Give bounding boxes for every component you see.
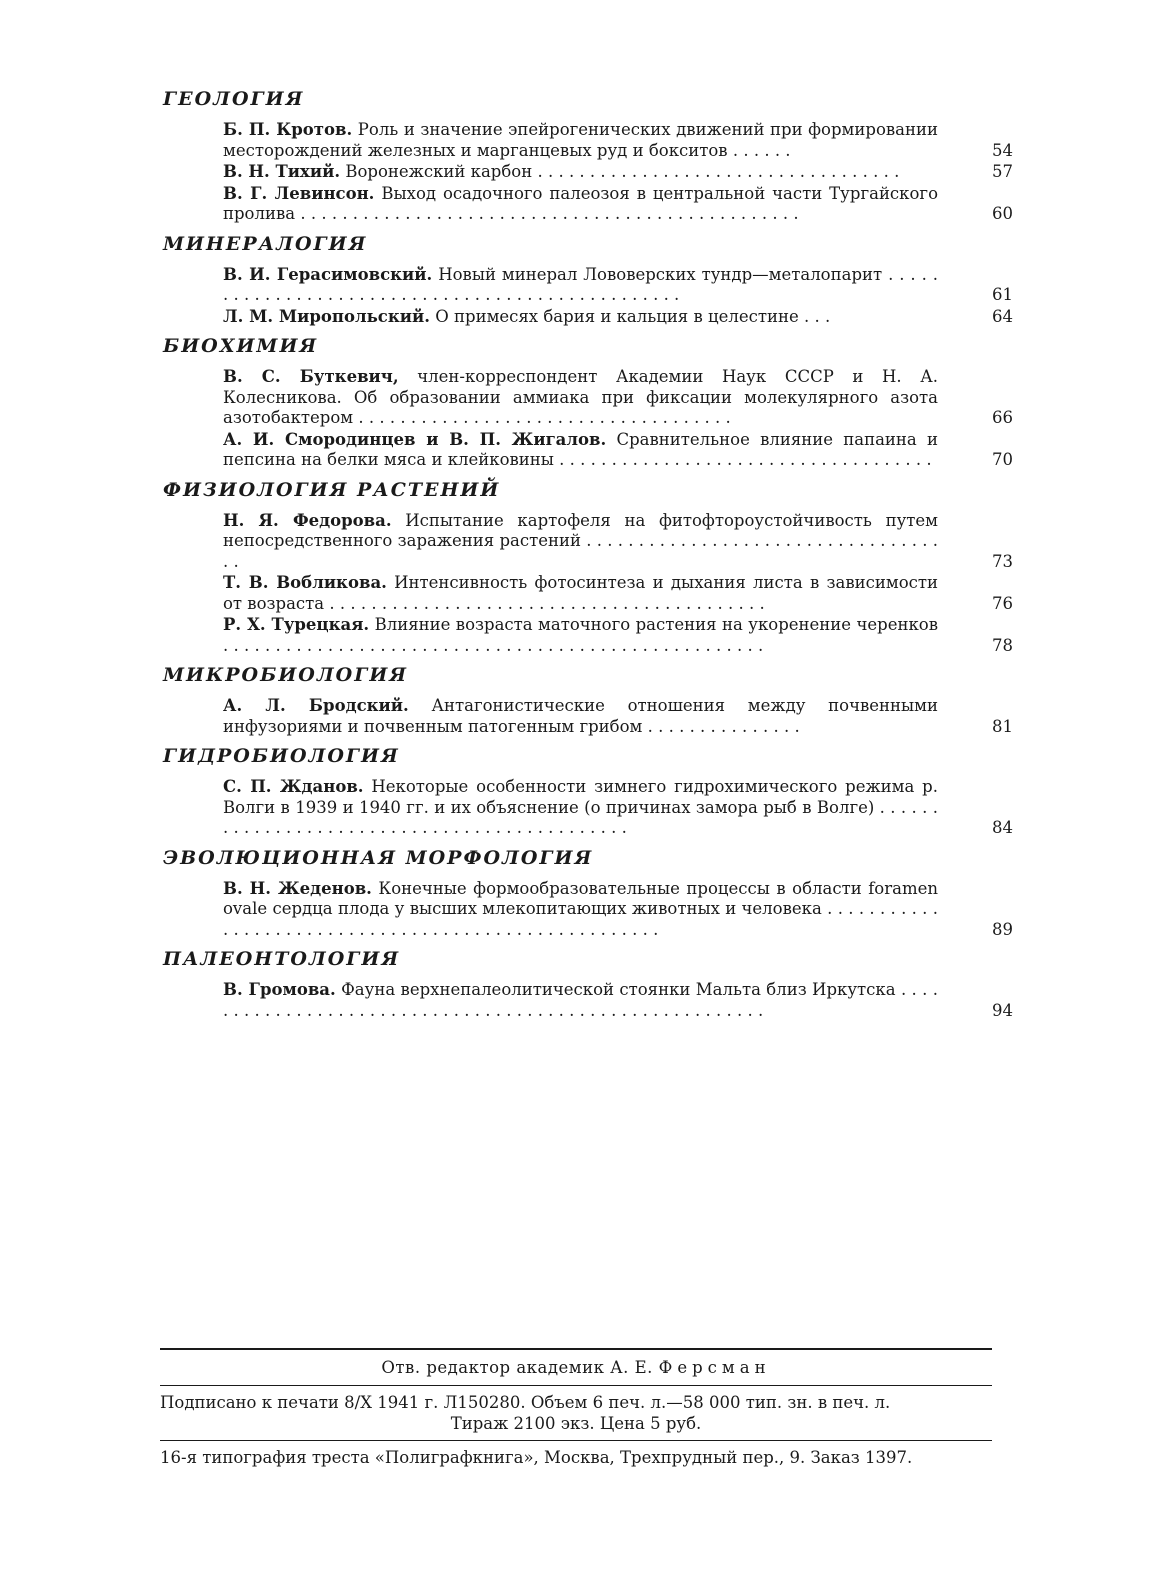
entry-title: Некоторые особенности зимнего гидрохимического режима р. Волги в 1939 и 1940 гг. и их объяснение (о причинах замора рыб в Волге) — [223, 777, 938, 817]
toc-entry — [223, 615, 1013, 656]
entry-title: Выход осадочного палеозоя в центральной части Тургайского пролива — [223, 183, 938, 223]
toc-entry — [223, 162, 1013, 183]
entry-page-number: 60 — [992, 204, 1013, 223]
entry-page-number: 54 — [992, 140, 1013, 160]
section-title: БИОХИМИЯ — [163, 335, 319, 357]
entry-page-number: 70 — [992, 450, 1013, 469]
toc-entry — [223, 367, 1013, 429]
entry-author: Б. П. Кротов. — [223, 120, 353, 139]
section-title: МИКРОБИОЛОГИЯ — [163, 664, 409, 686]
table-of-contents — [163, 86, 1013, 1027]
entry-title: Воронежский карбон — [345, 162, 533, 181]
entry-author: В. Н. Тихий. — [223, 162, 341, 181]
imprint-details — [160, 1386, 992, 1440]
entry-page-number: 66 — [992, 408, 1013, 427]
leader-dots: . . . . . . . . . . . . . . . . . . . . . . . . . . . . . . . . . . . . . . . . . . . . . . . . — [300, 204, 799, 223]
leader-dots: . . . . . . . . . . . . . . . . . . . . . . . . . . . . . . . . . . . . — [223, 531, 938, 571]
entry-author: В. И. Герасимовский. — [223, 264, 433, 284]
section-title: ЭВОЛЮЦИОННАЯ МОРФОЛОГИЯ — [163, 846, 594, 869]
imprint-line-2: Тираж 2100 экз. Цена 5 руб. — [450, 1414, 702, 1433]
leader-dots: . . . . . . . . . . . . . . . . . . . . . . . . . . . . . . . . . . . . . . . . . . . . . . . . . . . . . — [223, 899, 938, 939]
leader-dots: . . . . . . — [732, 140, 791, 160]
entry-page-number: 61 — [992, 285, 1013, 304]
entry-title: Интенсивность фотосинтеза и дыхания листа в зависимости от возраста — [223, 573, 938, 613]
entry-title: Сравнительное влияние папаина и пепсина на белки мяса и клейковины — [223, 429, 938, 469]
entry-title: О примесях бария и кальция в целестине — [435, 306, 799, 326]
entry-page-number: 76 — [992, 593, 1013, 613]
section-title: ФИЗИОЛОГИЯ РАСТЕНИЙ — [163, 478, 501, 501]
toc-section-mineralogy — [163, 231, 1013, 328]
imprint-line-1: Подписано к печати 8/X 1941 г. Л150280. Объем 6 печ. л.—58 000 тип. зн. в печ. л. — [160, 1393, 891, 1412]
entry-page-number: 64 — [992, 306, 1013, 326]
entry-author: Т. В. Вобликова. — [223, 573, 387, 592]
entry-page-number: 84 — [992, 818, 1013, 837]
editor-name: Ферсман — [658, 1358, 771, 1377]
toc-entry — [223, 777, 1013, 839]
entry-author: В. Г. Левинсон. — [223, 183, 375, 203]
leader-dots: . . . . . . . . . . . . . . . . . . . . . . . . . . . . . . . . . . . — [537, 162, 900, 181]
toc-entry — [223, 430, 1013, 471]
entry-page-number: 57 — [992, 162, 1013, 181]
leader-dots: . . . — [804, 306, 831, 326]
entry-author: Л. М. Миропольский. — [223, 306, 430, 326]
entry-title: Фауна верхнепалеолитической стоянки Мальта близ Иркутска — [341, 980, 896, 999]
toc-section-evolutionary-morphology — [163, 845, 1013, 941]
editor-line — [160, 1350, 992, 1385]
toc-entry — [223, 573, 1013, 614]
toc-section-plant-physiology — [163, 477, 1013, 657]
leader-dots: . . . . . . . . . . . . . . . . . . . . . . . . . . . . . . . . . . . . . . . . . . . . . — [223, 797, 938, 837]
leader-dots: . . . . . . . . . . . . . . . — [647, 716, 800, 736]
leader-dots: . . . . . . . . . . . . . . . . . . . . . . . . . . . . . . . . . . . . . . . . . . . . . . . . . . . . — [223, 635, 764, 655]
entry-author: В. Громова. — [223, 980, 336, 999]
toc-entry — [223, 879, 1013, 941]
entry-title: Новый минерал Лововерских тундр—металопарит — [438, 264, 883, 284]
entry-author: С. П. Жданов. — [223, 777, 364, 796]
section-title: ПАЛЕОНТОЛОГИЯ — [163, 948, 401, 970]
toc-entry — [223, 980, 1013, 1021]
toc-section-biochemistry — [163, 333, 1013, 471]
toc-entry — [223, 184, 1013, 225]
toc-entry — [223, 511, 1013, 573]
toc-section-hydrobiology — [163, 743, 1013, 839]
entry-page-number: 81 — [992, 716, 1013, 736]
entry-author: Н. Я. Федорова. — [223, 510, 392, 530]
entry-title: Роль и значение эпейрогенических движений при формировании месторождений железных и марганцевых руд и бокситов — [223, 120, 938, 160]
section-title: ГИДРОБИОЛОГИЯ — [163, 745, 400, 767]
leader-dots: . . . . . . . . . . . . . . . . . . . . . . . . . . . . . . . . . . . . . . . . . . . . . . . . . . . . . . . . — [223, 980, 938, 1020]
section-title: МИНЕРАЛОГИЯ — [163, 232, 368, 255]
leader-dots: . . . . . . . . . . . . . . . . . . . . . . . . . . . . . . . . . . . . . . . . . . . . . . . . . — [223, 264, 938, 304]
printer-line: 16-я типография треста «Полиграфкнига», Москва, Трехпрудный пер., 9. Заказ 1397. — [160, 1448, 913, 1467]
toc-entry — [223, 120, 1013, 161]
toc-section-microbiology — [163, 662, 1013, 737]
toc-entry — [223, 307, 1013, 328]
entry-page-number: 89 — [992, 919, 1013, 939]
leader-dots: . . . . . . . . . . . . . . . . . . . . . . . . . . . . . . . . . . . . . . . . . . — [329, 593, 765, 613]
toc-section-paleontology — [163, 946, 1013, 1021]
editor-prefix: Отв. редактор академик А. Е. — [381, 1358, 653, 1377]
imprint-footer — [160, 1348, 992, 1468]
toc-entry — [223, 696, 1013, 737]
toc-section-geology — [163, 86, 1013, 225]
entry-author: А. И. Смородинцев и В. П. Жигалов. — [223, 429, 607, 449]
entry-author: В. Н. Жеденов. — [223, 878, 372, 898]
entry-title: Влияние возраста маточного растения на укоренение черенков — [374, 615, 938, 634]
entry-title: Конечные формообразовательные процессы в области foramen ovale сердца плода у высших млекопитающих животных и человека — [223, 878, 938, 918]
section-title: ГЕОЛОГИЯ — [163, 88, 305, 110]
entry-title: Испытание картофеля на фитофтороустойчивость путем непосредственного заражения растений — [223, 510, 938, 550]
entry-author: Р. Х. Турецкая. — [223, 615, 370, 634]
leader-dots: . . . . . . . . . . . . . . . . . . . . . . . . . . . . . . . . . . . . — [559, 450, 932, 469]
entry-page-number: 73 — [992, 551, 1013, 571]
entry-title: Антагонистические отношения между почвенными инфузориями и почвенным патогенным грибом — [223, 696, 938, 736]
entry-author: В. С. Буткевич, — [223, 367, 399, 386]
entry-title: член-корреспондент Академии Наук СССР и Н. А. Колесникова. Об образовании аммиака при фиксации молекулярного азота азотобактером — [223, 367, 938, 427]
entry-author: А. Л. Бродский. — [223, 696, 409, 715]
toc-entry — [223, 265, 1013, 306]
leader-dots: . . . . . . . . . . . . . . . . . . . . . . . . . . . . . . . . . . . . — [358, 408, 731, 427]
entry-page-number: 78 — [992, 635, 1013, 655]
entry-page-number: 94 — [992, 1000, 1013, 1020]
